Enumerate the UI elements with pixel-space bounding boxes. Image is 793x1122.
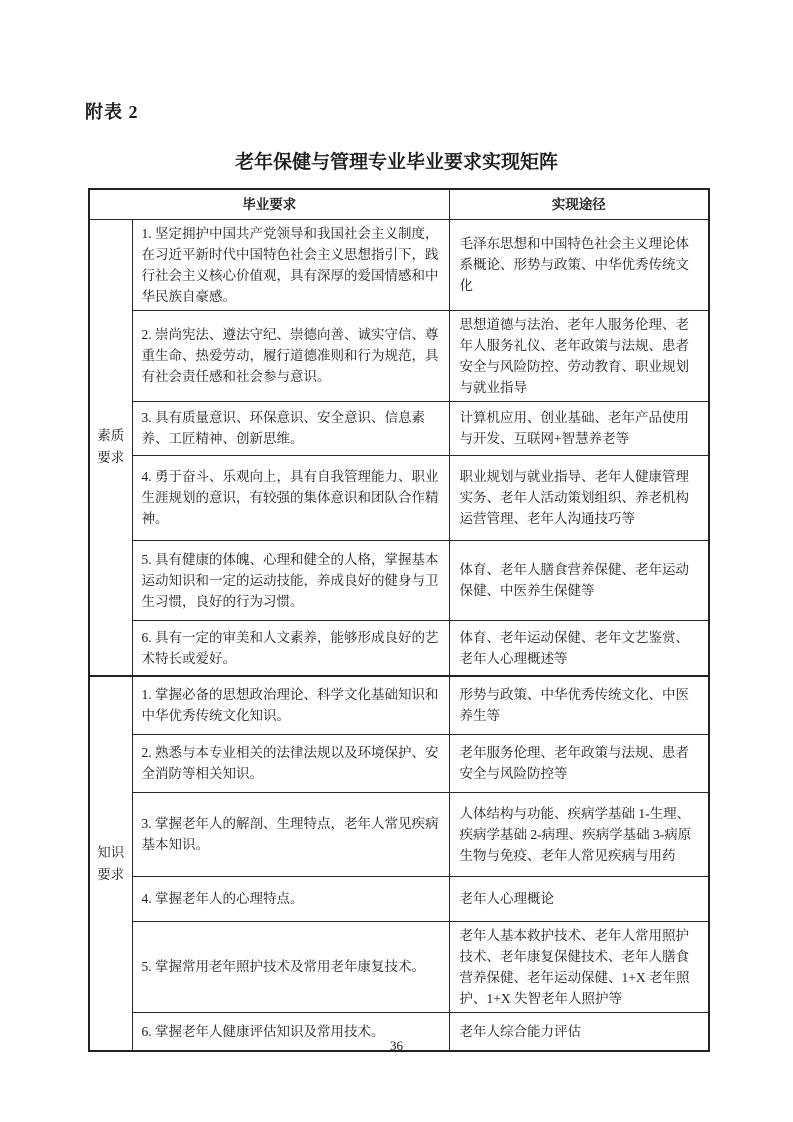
requirement-cell: 1. 坚定拥护中国共产党领导和我国社会主义制度，在习近平新时代中国特色社会主义思想指引下，践行社会主义核心价值观，具有深厚的爱国情感和中华民族自豪感。 bbox=[132, 219, 449, 310]
graduation-requirements-matrix-table bbox=[88, 188, 710, 1052]
path-cell: 职业规划与就业指导、老年人健康管理实务、老年人活动策划组织、养老机构运营管理、老年人沟通技巧等 bbox=[449, 455, 709, 540]
requirement-cell: 2. 熟悉与本专业相关的法律法规以及环境保护、安全消防等相关知识。 bbox=[132, 734, 449, 792]
table-row bbox=[89, 219, 709, 310]
requirement-cell: 3. 具有质量意识、环保意识、安全意识、信息素养、工匠精神、创新思维。 bbox=[132, 401, 449, 455]
path-cell: 人体结构与功能、疾病学基础 1-生理、疾病学基础 2-病理、疾病学基础 3-病原生物与免疫、老年人常见疾病与用药 bbox=[449, 792, 709, 876]
requirement-cell: 6. 掌握老年人健康评估知识及常用技术。 bbox=[132, 1012, 449, 1051]
table-header-row bbox=[89, 189, 709, 219]
table-row bbox=[89, 676, 709, 734]
table-row bbox=[89, 734, 709, 792]
path-cell: 老年人心理概论 bbox=[449, 876, 709, 921]
requirement-cell: 4. 勇于奋斗、乐观向上，具有自我管理能力、职业生涯规划的意识，有较强的集体意识和团队合作精神。 bbox=[132, 455, 449, 540]
path-cell: 计算机应用、创业基础、老年产品使用与开发、互联网+智慧养老等 bbox=[449, 401, 709, 455]
path-cell: 老年人基本救护技术、老年人常用照护技术、老年康复保健技术、老年人膳食营养保健、老年运动保健、1+X 老年照护、1+X 失智老年人照护等 bbox=[449, 921, 709, 1012]
table-row bbox=[89, 401, 709, 455]
path-cell: 思想道德与法治、老年人服务伦理、老年人服务礼仪、老年政策与法规、患者安全与风险防控、劳动教育、职业规划与就业指导 bbox=[449, 310, 709, 401]
column-header-requirement: 毕业要求 bbox=[89, 189, 449, 219]
requirement-cell: 1. 掌握必备的思想政治理论、科学文化基础知识和中华优秀传统文化知识。 bbox=[132, 676, 449, 734]
table-row bbox=[89, 310, 709, 401]
requirement-cell: 6. 具有一定的审美和人文素养，能够形成良好的艺术特长或爱好。 bbox=[132, 620, 449, 676]
path-cell: 体育、老年人膳食营养保健、老年运动保健、中医养生保健等 bbox=[449, 540, 709, 620]
path-cell: 老年人综合能力评估 bbox=[449, 1012, 709, 1051]
table-row bbox=[89, 921, 709, 1012]
requirement-cell: 4. 掌握老年人的心理特点。 bbox=[132, 876, 449, 921]
table-row bbox=[89, 876, 709, 921]
requirement-cell: 5. 具有健康的体魄、心理和健全的人格，掌握基本运动知识和一定的运动技能，养成良好的健身与卫生习惯，良好的行为习惯。 bbox=[132, 540, 449, 620]
page-number: 36 bbox=[390, 1038, 403, 1053]
path-cell: 形势与政策、中华优秀传统文化、中医养生等 bbox=[449, 676, 709, 734]
group-label-quality: 素质要求 bbox=[89, 219, 132, 676]
table-row bbox=[89, 620, 709, 676]
requirement-cell: 3. 掌握老年人的解剖、生理特点，老年人常见疾病基本知识。 bbox=[132, 792, 449, 876]
table-row bbox=[89, 540, 709, 620]
requirement-cell: 2. 崇尚宪法、遵法守纪、崇德向善、诚实守信、尊重生命、热爱劳动，履行道德准则和行为规范，具有社会责任感和社会参与意识。 bbox=[132, 310, 449, 401]
table-row bbox=[89, 455, 709, 540]
path-cell: 体育、老年运动保健、老年文艺鉴赏、老年人心理概述等 bbox=[449, 620, 709, 676]
requirement-cell: 5. 掌握常用老年照护技术及常用老年康复技术。 bbox=[132, 921, 449, 1012]
page-title: 老年保健与管理专业毕业要求实现矩阵 bbox=[234, 152, 558, 173]
appendix-label: 附表 2 bbox=[85, 102, 139, 122]
path-cell: 老年服务伦理、老年政策与法规、患者安全与风险防控等 bbox=[449, 734, 709, 792]
path-cell: 毛泽东思想和中国特色社会主义理论体系概论、形势与政策、中华优秀传统文化 bbox=[449, 219, 709, 310]
column-header-path: 实现途径 bbox=[449, 189, 709, 219]
table-row bbox=[89, 792, 709, 876]
group-label-knowledge: 知识要求 bbox=[89, 676, 132, 1051]
